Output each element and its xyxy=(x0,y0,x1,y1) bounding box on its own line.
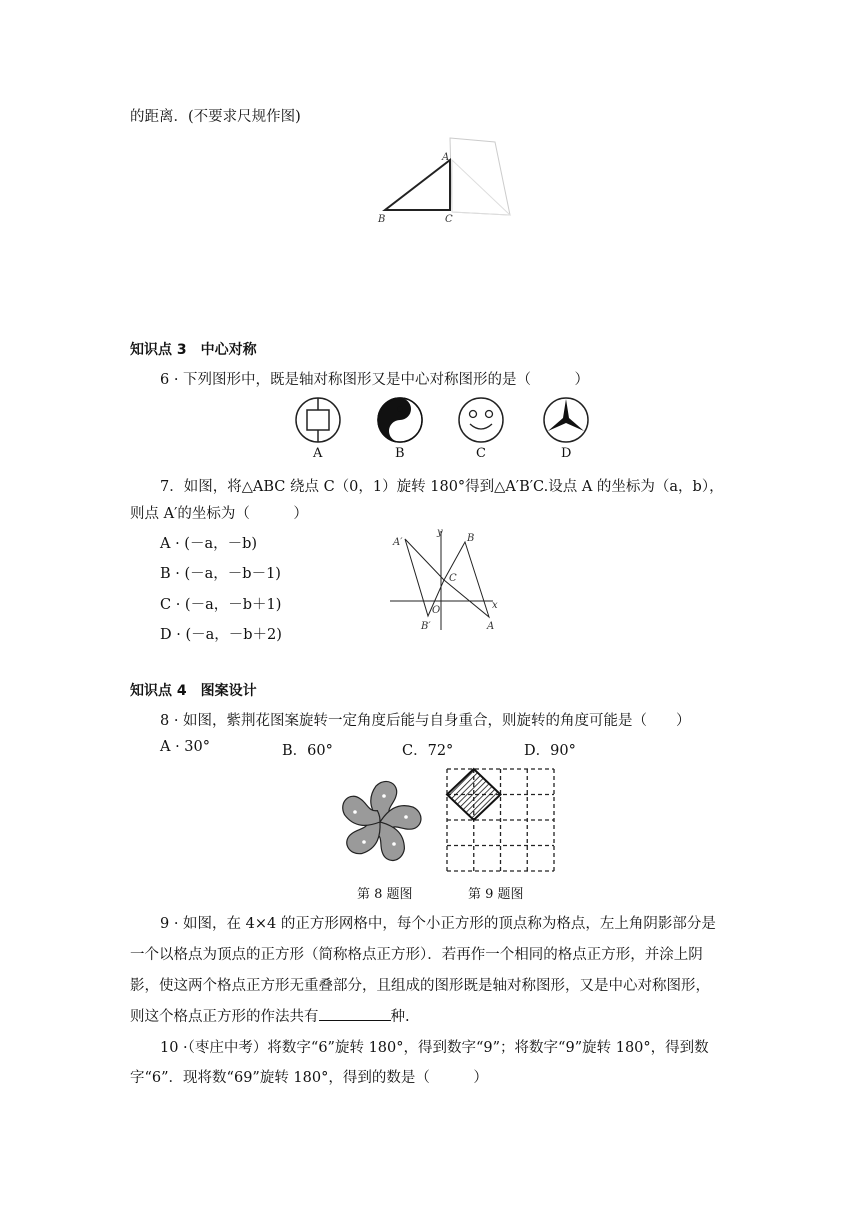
option-c-figure xyxy=(459,398,503,442)
label-x: x xyxy=(492,600,498,611)
option-a-figure xyxy=(296,398,340,442)
label-y: y xyxy=(437,527,443,538)
label-b-prime: B′ xyxy=(421,621,431,632)
q10-line1: 10 ·（枣庄中考）将数字“6”旋转 180°，得到数字“9”；将数字“9”旋转 180°，得到数 xyxy=(160,1040,709,1056)
label-o: O xyxy=(432,605,441,616)
q9-answer-blank[interactable] xyxy=(319,1006,391,1021)
q7-choice-d: D · (－a，－b＋2) xyxy=(160,627,282,643)
q7-choice-c: C · (－a，－b＋1) xyxy=(160,597,282,613)
section-3-title: 知识点 3 中心对称 xyxy=(130,342,257,358)
q6-figures xyxy=(290,396,610,444)
q7-line2: 则点 A′的坐标为（ ） xyxy=(130,506,308,522)
faint-rotated-triangle xyxy=(450,138,510,215)
q6-stem: 6 · 下列图形中，既是轴对称图形又是中心对称图形的是（ ） xyxy=(160,372,590,388)
q8-choice-d: D．90° xyxy=(524,743,576,759)
q8-choice-c: C．72° xyxy=(402,743,454,759)
intro-line: 的距离．(不要求尺规作图) xyxy=(130,109,301,125)
label-a-prime: A′ xyxy=(393,537,403,548)
q9-line1: 9 · 如图，在 4×4 的正方形网格中，每个小正方形的顶点称为格点，左上角阴影部分是 xyxy=(160,916,716,932)
fig9-caption: 第 9 题图 xyxy=(468,887,524,902)
q7-line1: 7．如图，将△ABC 绕点 C（0，1）旋转 180°得到△A′B′C.设点 A 的坐标为（a，b）， xyxy=(160,479,724,495)
triangle-abc xyxy=(385,160,450,210)
q7-coordinate-figure xyxy=(385,525,505,635)
q6-option-b: B xyxy=(395,446,405,461)
shaded-lattice-square xyxy=(447,769,501,820)
fig8-caption: 第 8 题图 xyxy=(357,887,413,902)
q6-option-c: C xyxy=(476,446,486,461)
q8-choice-a: A · 30° xyxy=(160,739,210,755)
flower-petals xyxy=(339,781,424,864)
label-b-top: B xyxy=(467,533,475,544)
option-b-figure xyxy=(378,398,422,442)
label-b: B xyxy=(378,214,386,225)
q9-line3: 影，使这两个格点正方形无重叠部分，且组成的图形既是轴对称图形，又是中心对称图形， xyxy=(130,978,710,994)
q8-choice-b: B．60° xyxy=(282,743,333,759)
q6-option-d: D xyxy=(561,446,572,461)
q9-line4-text: 则这个格点正方形的作法共有 xyxy=(130,1009,319,1025)
q9-line2: 一个以格点为顶点的正方形（简称格点正方形）．若再作一个相同的格点正方形，并涂上阴 xyxy=(130,947,703,963)
q7-choice-b: B · (－a，－b－1) xyxy=(160,566,281,582)
q9-line4-end: 种. xyxy=(390,1009,410,1025)
option-d-figure xyxy=(544,398,588,442)
faint-guide-lines xyxy=(452,160,510,215)
q8-stem: 8 · 如图，紫荆花图案旋转一定角度后能与自身重合，则旋转的角度可能是（ ） xyxy=(160,713,691,729)
q7-choice-a: A · (－a，－b) xyxy=(160,536,258,552)
grid-figure xyxy=(444,766,556,874)
bauhinia-flower-figure xyxy=(330,770,430,870)
q6-option-a: A xyxy=(313,446,323,461)
label-a: A xyxy=(442,152,450,163)
label-a-bottom: A xyxy=(487,621,495,632)
label-c-coord: C xyxy=(449,573,457,584)
section-4-title: 知识点 4 图案设计 xyxy=(130,683,257,699)
q9-line4 xyxy=(130,1005,410,1026)
label-c: C xyxy=(445,214,453,225)
q10-line2: 字“6”．现将数“69”旋转 180°，得到的数是（ ） xyxy=(130,1070,488,1086)
triangle-figure xyxy=(370,130,520,230)
